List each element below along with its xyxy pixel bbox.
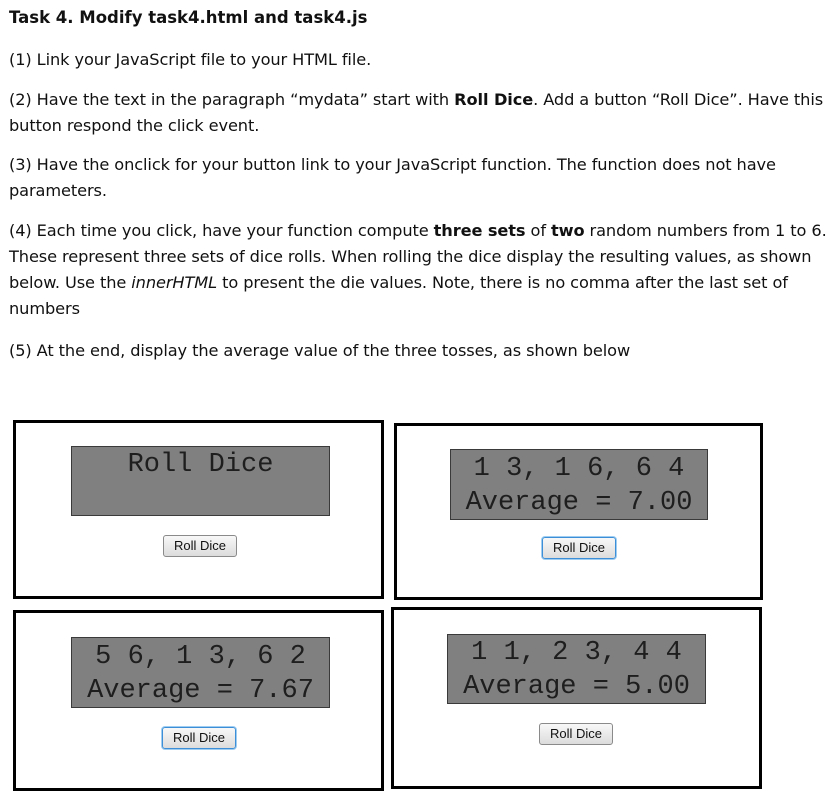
- step-4-line-1: [9, 218, 831, 244]
- step-4: [9, 218, 831, 322]
- roll-dice-button[interactable]: Roll Dice: [542, 537, 616, 559]
- dice-display: [447, 634, 706, 704]
- dice-display-line-2: Average = 7.67: [87, 676, 314, 706]
- step-1: [9, 47, 831, 73]
- step-5: [9, 338, 831, 364]
- step-4-italic-innerhtml: innerHTML: [131, 273, 218, 292]
- roll-dice-button[interactable]: Roll Dice: [539, 723, 613, 745]
- example-panel-roll-2: [13, 610, 384, 791]
- dice-display-line-2: Average = 7.00: [465, 488, 693, 518]
- step-4-text-a: (4) Each time you click, have your function compute: [9, 221, 434, 240]
- dice-display: [71, 446, 330, 516]
- step-2: [9, 87, 831, 139]
- example-panel-roll-3: [391, 607, 762, 789]
- step-4-text-c: of: [525, 221, 551, 240]
- dice-display-line-1: 1 3, 1 6, 6 4: [473, 454, 685, 484]
- step-2-text-end: . Add a button “Roll Dice”. Have this: [533, 90, 824, 109]
- step-4-line-4: numbers: [9, 299, 80, 318]
- step-2-text: (2) Have the text in the paragraph “mydata” start with: [9, 90, 455, 109]
- task-title: Task 4. Modify task4.html and task4.js: [9, 8, 368, 27]
- step-5-line-1: (5) At the end, display the average value of the three tosses, as shown below: [9, 341, 631, 360]
- step-4-bold-two: two: [550, 221, 585, 240]
- dice-display-line-1: Roll Dice: [127, 450, 274, 480]
- example-panel-roll-1: [394, 423, 763, 600]
- step-2-bold-roll-dice: Roll Dice: [454, 90, 534, 109]
- dice-display-line-2: Average = 5.00: [463, 672, 690, 702]
- dice-display-line-1: 1 1, 2 3, 4 4: [471, 638, 682, 668]
- step-2-line-1: [9, 87, 831, 113]
- step-4-text-3c: to present the die values. Note, there is no comma after the last set of: [217, 273, 788, 292]
- step-4-line-2: These represent three sets of dice rolls. When rolling the dice display the resulting values, as shown: [9, 247, 812, 266]
- step-4-bold-three-sets: three sets: [433, 221, 526, 240]
- step-3: [9, 152, 831, 204]
- example-panel-initial: [13, 420, 384, 599]
- dice-display: [71, 637, 330, 708]
- dice-display-line-1: 5 6, 1 3, 6 2: [95, 642, 306, 672]
- roll-dice-button[interactable]: Roll Dice: [162, 727, 236, 749]
- step-2-line-2: button respond the click event.: [9, 116, 260, 135]
- step-1-line-1: (1) Link your JavaScript file to your HTML file.: [9, 50, 372, 69]
- dice-display: [450, 449, 708, 520]
- step-4-text-e: random numbers from 1 to 6.: [584, 221, 827, 240]
- step-4-text-3a: below. Use the: [9, 273, 132, 292]
- roll-dice-button[interactable]: Roll Dice: [163, 535, 237, 557]
- step-4-line-3: [9, 270, 831, 296]
- step-3-line-1: (3) Have the onclick for your button link to your JavaScript function. The function does not have: [9, 155, 776, 174]
- step-3-line-2: parameters.: [9, 181, 107, 200]
